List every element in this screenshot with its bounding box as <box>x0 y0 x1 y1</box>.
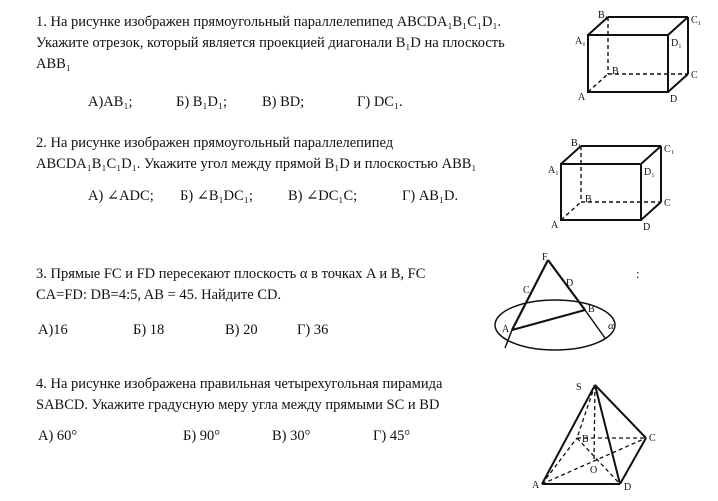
vertex-label: A₁ <box>575 36 586 47</box>
vertex-label: A <box>532 480 540 491</box>
point-label: B <box>588 304 595 315</box>
question-line: ABCDA₁B₁C₁D₁. Укажите угол между прямой B₁D и плоскостью ABB₁ <box>36 156 477 172</box>
vertex-label: B <box>582 434 589 445</box>
vertex-label: B₁ <box>598 10 609 21</box>
answer-option-a[interactable]: А) 60° <box>38 428 78 444</box>
question-1-text <box>36 12 505 75</box>
answer-option-b[interactable]: Б) ∠B₁DC₁; <box>180 188 253 204</box>
vertex-label: C₁ <box>664 144 675 155</box>
question-3-text <box>36 264 425 306</box>
answer-option-d[interactable]: Г) 36 <box>297 322 329 338</box>
answer-option-b[interactable]: Б) B₁D₁; <box>176 94 228 110</box>
point-label: C <box>523 285 530 296</box>
answer-option-c[interactable]: В) 20 <box>225 322 258 338</box>
answer-option-c[interactable]: В) BD; <box>262 94 305 110</box>
point-label: A <box>502 324 510 335</box>
vertex-label: C <box>664 198 671 209</box>
vertex-label: D₁ <box>671 38 682 49</box>
vertex-label: D₁ <box>644 167 655 178</box>
vertex-label: B <box>612 66 619 77</box>
vertex-label: S <box>576 382 582 393</box>
vertex-label: C <box>691 70 698 81</box>
plane-label: α <box>608 320 614 332</box>
vertex-label: D <box>643 222 651 233</box>
answer-option-c[interactable]: В) ∠DC₁C; <box>288 188 358 204</box>
question-2-text <box>36 133 476 175</box>
vertex-label: D <box>624 482 632 493</box>
answer-option-d[interactable]: Г) 45° <box>373 428 411 444</box>
answer-option-d[interactable]: Г) DC₁. <box>357 94 403 110</box>
vertex-label: O <box>590 465 598 476</box>
answer-option-b[interactable]: Б) 90° <box>183 428 221 444</box>
parallelepiped-figure-1 <box>570 8 710 108</box>
question-line: 1. На рисунке изображен прямоугольный параллелепипед ABCDA₁B₁C₁D₁. <box>36 14 502 30</box>
vertex-label: B <box>585 194 592 205</box>
vertex-label: C₁ <box>691 15 702 26</box>
question-line: CA=FD: DB=4:5, AB = 45. Найдите CD. <box>36 287 282 303</box>
vertex-label: A <box>551 220 559 231</box>
answer-option-d[interactable]: Г) AB₁D. <box>402 188 459 204</box>
question-4-text <box>36 374 442 416</box>
point-label: D <box>566 278 574 289</box>
answer-option-a[interactable]: А)AB₁; <box>88 94 133 110</box>
point-label: F <box>542 252 548 263</box>
answer-option-a[interactable]: А) ∠ADC; <box>88 188 154 204</box>
answer-option-b[interactable]: Б) 18 <box>133 322 165 338</box>
vertex-label: A <box>578 92 586 103</box>
answer-option-a[interactable]: А)16 <box>38 322 68 338</box>
pyramid-figure-4 <box>532 378 672 496</box>
question-line: Укажите отрезок, который является проекцией диагонали B₁D на плоскость <box>36 35 505 51</box>
plane-lines-figure-3 <box>490 250 630 365</box>
vertex-label: C <box>649 433 656 444</box>
vertex-label: A₁ <box>548 165 559 176</box>
question-line: 2. На рисунке изображен прямоугольный параллелепипед <box>36 135 394 151</box>
question-line: ABB₁ <box>36 56 71 72</box>
side-mark: : <box>636 266 640 281</box>
answer-option-c[interactable]: В) 30° <box>272 428 311 444</box>
question-line: 4. На рисунке изображена правильная четырехугольная пирамида <box>36 376 443 392</box>
question-line: SABCD. Укажите градусную меру угла между прямыми SC и BD <box>36 397 440 413</box>
question-line: 3. Прямые FC и FD пересекают плоскость α в точках A и B, FC <box>36 266 426 282</box>
parallelepiped-figure-2 <box>543 136 683 236</box>
vertex-label: D <box>670 94 678 105</box>
vertex-label: B₁ <box>571 138 582 149</box>
